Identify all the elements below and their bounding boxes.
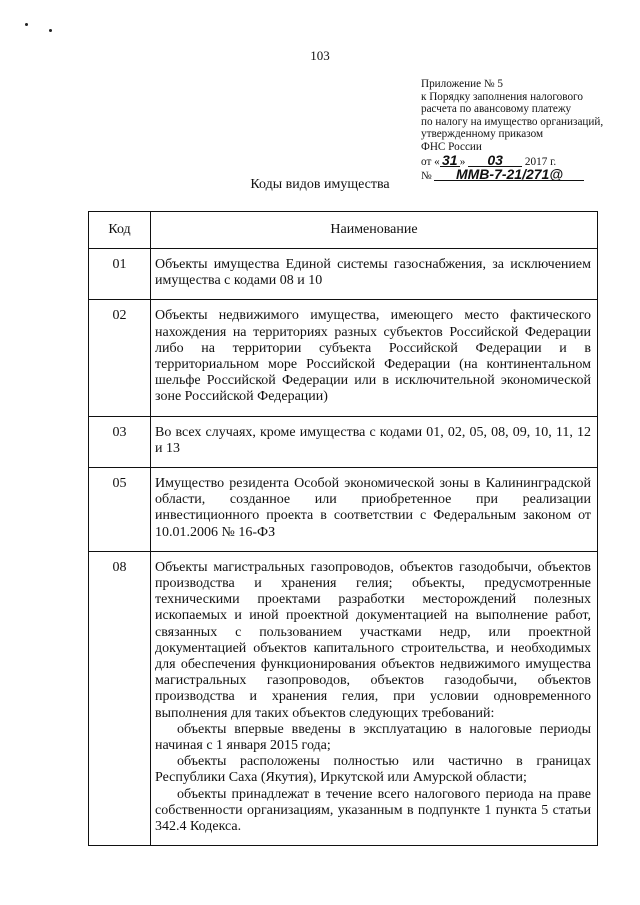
date-year: 2017 г. bbox=[524, 155, 557, 168]
row-name bbox=[151, 249, 598, 300]
row-paragraph: Объекты недвижимого имущества, имеющего место фактического нахождения на территориях разных субъектов Российской Федерации либо на территории субъекта Российской Федерации и в территориальном море Российской Федерации (на континентальном шельфе Российской Федерации или в исключительной экономической зоне Российской Федерации) bbox=[155, 308, 591, 405]
row-paragraph: Имущество резидента Особой экономической зоны в Калининградской области, созданное или приобретенное при реализации инвестиционного проекта в соответствии с Федеральным законом от 10.01.2006 № 16-ФЗ bbox=[155, 476, 591, 540]
document-title: Коды видов имущества bbox=[250, 177, 390, 192]
row-name bbox=[151, 468, 598, 552]
date-mid: » bbox=[459, 155, 466, 168]
table-body bbox=[89, 249, 598, 846]
faint-stamp bbox=[62, 855, 107, 864]
appendix-line: к Порядку заполнения налогового bbox=[421, 90, 583, 103]
page-number: 103 bbox=[310, 48, 330, 63]
row-code: 03 bbox=[89, 416, 151, 467]
table-row bbox=[89, 551, 598, 845]
appendix-line: по налогу на имущество организаций, bbox=[421, 115, 604, 128]
number-value: ММВ-7-21/271@ bbox=[434, 168, 584, 181]
row-name bbox=[151, 416, 598, 467]
property-codes-table bbox=[88, 211, 598, 846]
table-row bbox=[89, 249, 598, 300]
scan-speck bbox=[49, 29, 52, 32]
header-code: Код bbox=[89, 212, 151, 249]
appendix-line: расчета по авансовому платежу bbox=[421, 103, 572, 116]
header-name: Наименование bbox=[151, 212, 598, 249]
appendix-line: утвержденному приказом bbox=[421, 128, 544, 141]
date-prefix: от « bbox=[421, 155, 440, 168]
row-code: 01 bbox=[89, 249, 151, 300]
row-code: 05 bbox=[89, 468, 151, 552]
appendix-block bbox=[421, 78, 631, 183]
table-row bbox=[89, 468, 598, 552]
row-paragraph: объекты впервые введены в эксплуатацию в налоговые периоды начиная с 1 января 2015 года; bbox=[155, 721, 591, 754]
appendix-line: ФНС России bbox=[421, 140, 482, 153]
number-prefix: № bbox=[421, 170, 432, 183]
row-name bbox=[151, 551, 598, 845]
table-row bbox=[89, 300, 598, 416]
row-paragraph: Объекты магистральных газопроводов, объектов газодобычи, объектов производства и хранения гелия; объекты, предусмотренные техническими проектами разработки месторождений полезных ископаемых и иной проектной документацией на выполнение работ, связанных с пользованием участками недр, или проектной документацией объектов капитального строительства, и необходимых для обеспечения функционирования объектов недвижимого имущества магистральных газопроводов, объектов газодобычи, объектов производства и хранения гелия, при условии одновременного выполнения для таких объектов следующих требований: bbox=[155, 559, 591, 721]
row-name bbox=[151, 300, 598, 416]
date-day: 31 bbox=[440, 154, 460, 167]
row-paragraph: Во всех случаях, кроме имущества с кодами 01, 02, 05, 08, 09, 10, 11, 12 и 13 bbox=[155, 424, 591, 456]
appendix-line: Приложение № 5 bbox=[421, 78, 503, 90]
row-paragraph: объекты принадлежат в течение всего налогового периода на праве собственности организациям, указанным в подпункте 1 пункта 5 статьи 342.4 Кодекса. bbox=[155, 786, 591, 835]
table-header-row bbox=[89, 212, 598, 249]
row-paragraph: Объекты имущества Единой системы газоснабжения, за исключением имущества с кодами 08 и 10 bbox=[155, 257, 591, 289]
date-month: 03 bbox=[468, 154, 522, 167]
scan-speck bbox=[25, 23, 28, 26]
row-code: 08 bbox=[89, 551, 151, 845]
row-code: 02 bbox=[89, 300, 151, 416]
table-row bbox=[89, 416, 598, 467]
row-paragraph: объекты расположены полностью или частично в границах Республики Саха (Якутия), Иркутской или Амурской области; bbox=[155, 754, 591, 786]
